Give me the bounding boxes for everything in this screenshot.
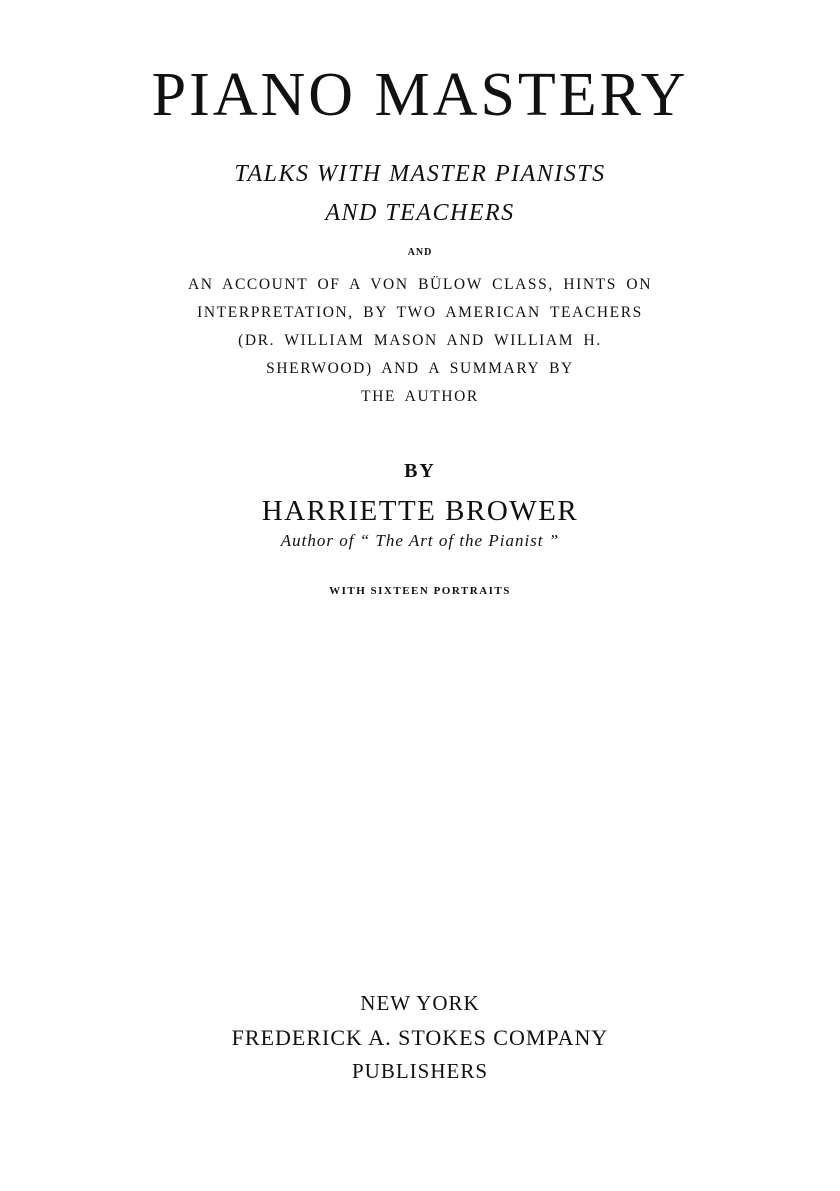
subtitle-line-2: AND TEACHERS <box>325 200 515 226</box>
description-line-2: INTERPRETATION, BY TWO AMERICAN TEACHERS <box>197 304 643 321</box>
portraits-note: WITH SIXTEEN PORTRAITS <box>329 585 511 597</box>
description-line-1: AN ACCOUNT OF A VON BÜLOW CLASS, HINTS ON <box>187 276 653 293</box>
author-note: Author of “ The Art of the Pianist ” <box>280 531 560 550</box>
imprint-city: NEW YORK <box>360 991 480 1015</box>
subtitle-line-1: TALKS WITH MASTER PIANISTS <box>234 161 606 187</box>
imprint-publisher: FREDERICK A. STOKES COMPANY <box>231 1025 609 1050</box>
description-line-5: THE AUTHOR <box>361 388 479 405</box>
author-name: HARRIETTE BROWER <box>261 495 579 527</box>
book-title: PIANO MASTERY <box>151 61 689 129</box>
imprint-publishers-label: PUBLISHERS <box>351 1059 489 1083</box>
description-line-4: SHERWOOD) AND A SUMMARY BY <box>266 360 574 377</box>
by-label: BY <box>404 460 436 482</box>
description-line-3: (DR. WILLIAM MASON AND WILLIAM H. <box>238 332 602 349</box>
and-connector: AND <box>407 247 433 258</box>
